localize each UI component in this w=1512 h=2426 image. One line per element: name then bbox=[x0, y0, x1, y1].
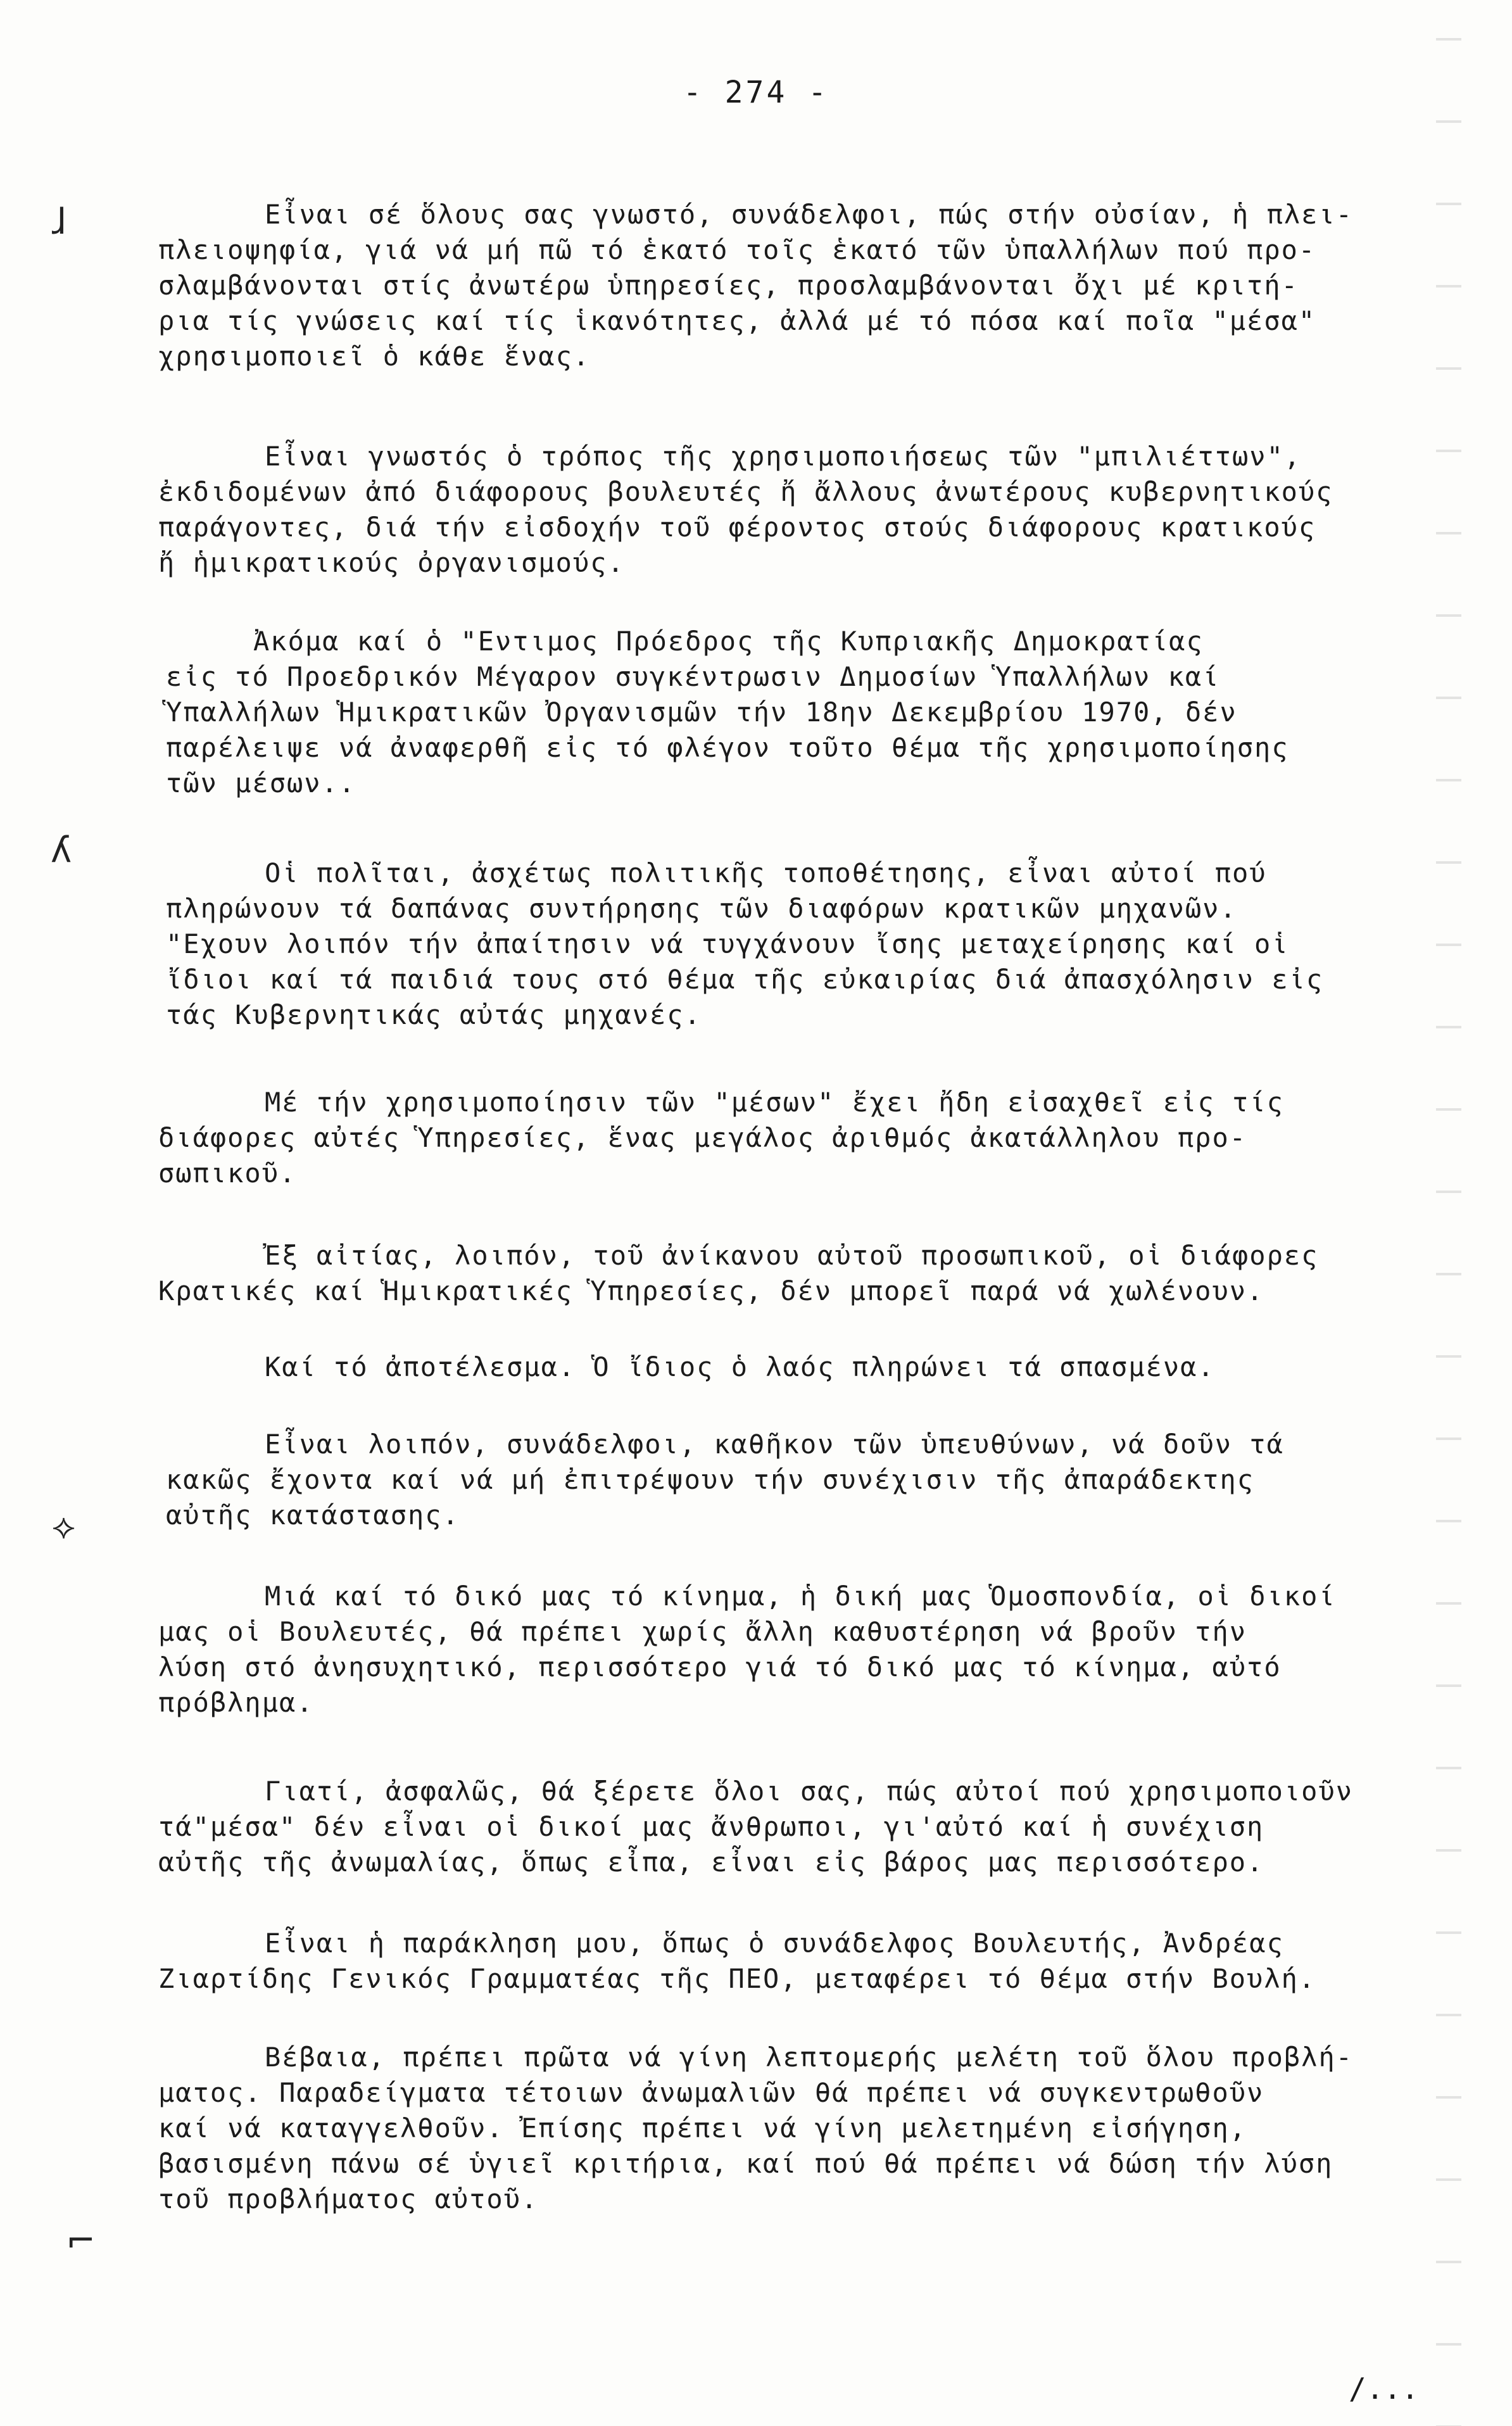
text-line: σλαμβάνονται στίς ἀνωτέρω ὑπηρεσίες, προσλαμβάνονται ὄχι μέ κριτή- bbox=[158, 270, 1299, 301]
margin-tick-mark: ⌐ bbox=[66, 2220, 96, 2261]
text-line: τῶν μέσων.. bbox=[166, 768, 356, 799]
continuation-mark: /... bbox=[1349, 2372, 1419, 2406]
text-line: Ὑπαλλήλων Ἡμικρατικῶν Ὀργανισμῶν τήν 18ην Δεκεμβρίου 1970, δέν bbox=[166, 697, 1237, 728]
text-line: παράγοντες, διά τήν εἰσδοχήν τοῦ φέροντος στούς διάφορους κρατικούς bbox=[158, 512, 1316, 543]
text-line: "Εχουν λοιπόν τήν ἀπαίτησιν νά τυγχάνουν ἴσης μεταχείρησης καί οἱ bbox=[166, 928, 1289, 959]
text-line: τοῦ προβλήματος αὐτοῦ. bbox=[158, 2183, 539, 2214]
text-line: διάφορες αὐτές Ὑπηρεσίες, ἕνας μεγάλος ἀριθμός ἀκατάλληλου προ- bbox=[158, 1122, 1247, 1153]
text-line: παρέλειψε νά ἀναφερθῆ εἰς τό φλέγον τοῦτο θέμα τῆς χρησιμοποίησης bbox=[166, 732, 1289, 763]
text-line: Μιά καί τό δικό μας τό κίνημα, ἡ δική μας Ὁμοσπονδία, οἱ δικοί bbox=[265, 1581, 1336, 1612]
margin-tick-mark: ɺ bbox=[52, 201, 67, 243]
text-line: αὐτῆς κατάστασης. bbox=[166, 1500, 460, 1531]
text-line: πληρώνουν τά δαπάνας συντήρησης τῶν διαφόρων κρατικῶν μηχανῶν. bbox=[166, 893, 1237, 924]
text-line: Εἶναι ἡ παράκληση μου, ὅπως ὁ συνάδελφος Βουλευτής, Ἀνδρέας bbox=[265, 1928, 1284, 1959]
text-line: χρησιμοποιεῖ ὁ κάθε ἕνας. bbox=[158, 341, 591, 372]
scan-edge-noise bbox=[1436, 0, 1461, 2426]
text-line: Εἶναι σέ ὅλους σας γνωστό, συνάδελφοι, πώς στήν οὐσίαν, ἡ πλει- bbox=[265, 199, 1354, 230]
text-line: ἐκδιδομένων ἀπό διάφορους βουλευτές ἤ ἄλλους ἀνωτέρους κυβερνητικούς bbox=[158, 476, 1333, 507]
text-line: Γιατί, ἀσφαλῶς, θά ξέρετε ὅλοι σας, πώς αὐτοί πού χρησιμοποιοῦν bbox=[265, 1776, 1354, 1807]
text-line: Καί τό ἀποτέλεσμα. Ὁ ἴδιος ὁ λαός πληρώνει τά σπασμένα. bbox=[265, 1351, 1215, 1382]
text-line: αὐτῆς τῆς ἀνωμαλίας, ὅπως εἶπα, εἶναι εἰς βάρος μας περισσότερο. bbox=[158, 1847, 1264, 1878]
text-line: τάς Κυβερνητικάς αὐτάς μηχανές. bbox=[166, 999, 702, 1030]
text-line: Μέ τήν χρησιμοποίησιν τῶν "μέσων" ἔχει ἤδη εἰσαχθεῖ εἰς τίς bbox=[265, 1087, 1284, 1118]
text-line: ἤ ἡμικρατικούς ὀργανισμούς. bbox=[158, 547, 625, 578]
text-line: ρια τίς γνώσεις καί τίς ἱκανότητες, ἀλλά μέ τό πόσα καί ποῖα "μέσα" bbox=[158, 305, 1316, 336]
text-line: πλειοψηφία, γιά νά μή πῶ τό ἑκατό τοῖς ἑκατό τῶν ὑπαλλήλων πού προ- bbox=[158, 234, 1316, 265]
text-line: ματος. Παραδείγματα τέτοιων ἀνωμαλιῶν θά πρέπει νά συγκεντρωθοῦν bbox=[158, 2077, 1264, 2108]
text-line: εἰς τό Προεδρικόν Μέγαρον συγκέντρωσιν Δημοσίων Ὑπαλλήλων καί bbox=[166, 661, 1220, 692]
text-line: Κρατικές καί Ἡμικρατικές Ὑπηρεσίες, δέν μπορεῖ παρά νά χωλένουν. bbox=[158, 1275, 1264, 1306]
text-line: καί νά καταγγελθοῦν. Ἐπίσης πρέπει νά γίνη μελετημένη εἰσήγηση, bbox=[158, 2113, 1247, 2144]
text-line: Εἶναι λοιπόν, συνάδελφοι, καθῆκον τῶν ὑπευθύνων, νά δοῦν τά bbox=[265, 1429, 1284, 1460]
text-line: Οἱ πολῖται, ἀσχέτως πολιτικῆς τοποθέτησης, εἶναι αὐτοί πού bbox=[265, 857, 1267, 888]
text-line: ἴδιοι καί τά παιδιά τους στό θέμα τῆς εὐκαιρίας διά ἀπασχόλησιν εἰς bbox=[166, 964, 1324, 995]
text-line: κακῶς ἔχοντα καί νά μή ἐπιτρέψουν τήν συνέχισιν τῆς ἀπαράδεκτης bbox=[166, 1464, 1255, 1495]
text-line: Ζιαρτίδης Γενικός Γραμματέας τῆς ΠΕΟ, μεταφέρει τό θέμα στήν Βουλή. bbox=[158, 1963, 1316, 1994]
text-line: Εἶναι γνωστός ὁ τρόπος τῆς χρησιμοποιήσεως τῶν "μπιλιέττων", bbox=[265, 441, 1302, 472]
text-line: λύση στό ἀνησυχητικό, περισσότερο γιά τό δικό μας τό κίνημα, αὐτό bbox=[158, 1652, 1282, 1683]
text-line: βασισμένη πάνω σέ ὑγιεῖ κριτήρια, καί πού θά πρέπει νά δώση τήν λύση bbox=[158, 2148, 1333, 2179]
text-line: τά"μέσα" δέν εἶναι οἱ δικοί μας ἄνθρωποι, γι'αὐτό καί ἡ συνέχιση bbox=[158, 1811, 1264, 1842]
page-number: - 274 - bbox=[683, 75, 829, 110]
text-line: πρόβλημα. bbox=[158, 1687, 314, 1718]
text-line: Ἐξ αἰτίας, λοιπόν, τοῦ ἀνίκανου αὐτοῦ προσωπικοῦ, οἱ διάφορες bbox=[265, 1240, 1319, 1271]
text-line: Βέβαια, πρέπει πρῶτα νά γίνη λεπτομερής μελέτη τοῦ ὅλου προβλή- bbox=[265, 2042, 1354, 2073]
margin-tick-mark: ⟡ bbox=[52, 1506, 76, 1547]
text-line: Ἀκόμα καί ὁ "Εντιμος Πρόεδρος τῆς Κυπριακῆς Δημοκρατίας bbox=[253, 626, 1204, 657]
text-line: σωπικοῦ. bbox=[158, 1158, 297, 1189]
margin-tick-mark: ʎ bbox=[51, 830, 72, 871]
text-line: μας οἱ Βουλευτές, θά πρέπει χωρίς ἄλλη καθυστέρηση νά βροῦν τήν bbox=[158, 1616, 1247, 1647]
